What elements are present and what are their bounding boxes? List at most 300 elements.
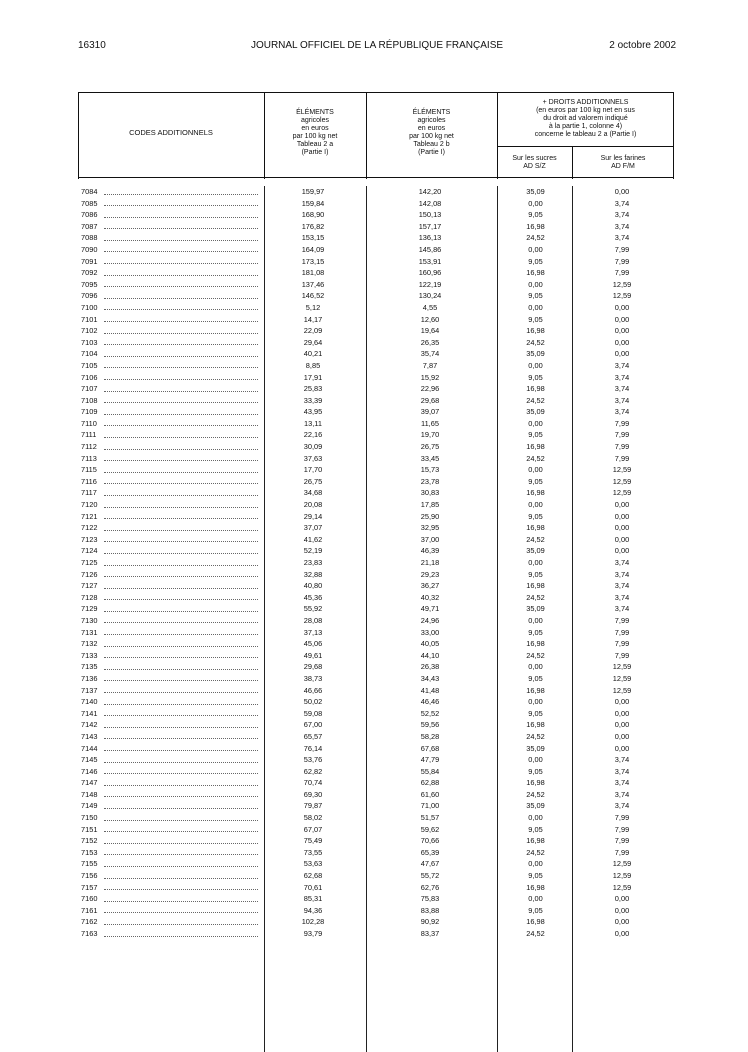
dot-leader [104, 472, 258, 473]
code-cell: 7087 [81, 221, 98, 231]
sucres-cell: 0,00 [528, 198, 543, 208]
code-cell: 7105 [81, 360, 98, 370]
table-row [78, 870, 674, 882]
header-line: AD S/Z [523, 163, 546, 170]
elements-a-cell: 13,11 [304, 418, 322, 428]
sucres-cell: 16,98 [526, 268, 545, 278]
farines-cell: 3,74 [614, 221, 630, 231]
elements-b-cell: 160,96 [418, 268, 442, 278]
code-cell: 7156 [81, 871, 98, 881]
dot-leader [104, 808, 258, 809]
code-cell: 7132 [81, 639, 98, 649]
sucres-cell: 35,09 [526, 604, 545, 614]
table-row [78, 731, 674, 743]
table-row [78, 835, 674, 847]
elements-b-cell: 36,27 [420, 581, 440, 591]
sucres-cell: 35,09 [526, 546, 545, 556]
table-row [78, 650, 674, 662]
farines-cell: 7,99 [614, 813, 630, 823]
issue-date: 2 octobre 2002 [609, 40, 676, 51]
table-row [78, 198, 674, 210]
farines-cell: 7,99 [614, 627, 630, 637]
code-cell: 7157 [81, 882, 98, 892]
code-cell: 7136 [81, 673, 98, 683]
code-cell: 7161 [81, 905, 98, 915]
elements-a-cell: 146,52 [301, 291, 325, 301]
code-cell: 7115 [81, 465, 97, 475]
elements-b-cell: 34,43 [420, 673, 440, 683]
farines-cell: 0,00 [614, 314, 630, 324]
dot-leader [104, 936, 258, 937]
elements-b-cell: 55,72 [420, 871, 440, 881]
code-cell: 7106 [81, 372, 98, 382]
dot-leader [104, 796, 258, 797]
sucres-cell: 16,98 [526, 442, 545, 452]
dot-leader [104, 831, 258, 832]
dot-leader [104, 518, 258, 519]
dot-leader [104, 205, 258, 206]
elements-b-cell: 59,62 [420, 824, 440, 834]
elements-a-cell: 43,95 [303, 407, 323, 417]
elements-b-cell: 70,66 [420, 836, 440, 846]
sucres-cell: 9,05 [528, 511, 543, 521]
farines-cell: 12,59 [612, 673, 632, 683]
dot-leader [104, 646, 258, 647]
dot-leader [104, 391, 258, 392]
elements-a-cell: 52,19 [303, 546, 323, 556]
code-cell: 7110 [81, 418, 97, 428]
elements-b-cell: 122,19 [418, 279, 442, 289]
dot-leader [104, 588, 258, 589]
sucres-cell: 24,52 [526, 534, 545, 544]
header-line: (Partie I) [418, 149, 445, 156]
farines-cell: 3,74 [614, 755, 630, 765]
code-cell: 7140 [81, 697, 98, 707]
dot-leader [104, 437, 258, 438]
sucres-cell: 24,52 [526, 789, 545, 799]
elements-b-cell: 83,88 [420, 905, 440, 915]
page-header [78, 40, 676, 54]
sucres-cell: 16,98 [526, 778, 545, 788]
elements-b-cell: 15,73 [420, 465, 440, 475]
elements-b-cell: 29,68 [420, 395, 440, 405]
code-cell: 7112 [81, 442, 97, 452]
dot-leader [104, 773, 258, 774]
farines-cell: 12,59 [612, 685, 632, 695]
codes-header: CODES ADDITIONNELS [129, 128, 213, 137]
dot-leader [104, 495, 258, 496]
header-line: (Partie I) [301, 149, 329, 156]
farines-cell: 3,74 [614, 233, 630, 243]
dot-leader [104, 599, 258, 600]
farines-cell: 3,74 [614, 592, 630, 602]
elements-a-cell: 65,57 [303, 731, 323, 741]
sucres-cell: 0,00 [528, 697, 543, 707]
code-cell: 7121 [81, 511, 98, 521]
header-line: Sur les sucres [512, 155, 557, 162]
dot-leader [104, 507, 258, 508]
elements-b-cell: 26,38 [420, 662, 440, 672]
farines-cell: 0,00 [614, 500, 630, 510]
dot-leader [104, 460, 258, 461]
code-cell: 7103 [81, 337, 98, 347]
dot-leader [104, 657, 258, 658]
dot-leader [104, 854, 258, 855]
table-row [78, 615, 674, 627]
farines-cell: 7,99 [614, 639, 630, 649]
header-line: Sur les farines [600, 155, 646, 162]
code-cell: 7141 [81, 708, 98, 718]
sucres-cell: 35,09 [526, 187, 545, 196]
sucres-cell: 24,52 [526, 453, 545, 463]
farines-cell: 3,74 [614, 395, 630, 405]
elements-a-cell: 37,13 [303, 627, 323, 637]
header-line: ÉLÉMENTS [296, 109, 334, 116]
table-row [78, 221, 674, 233]
code-cell: 7095 [81, 279, 98, 289]
sucres-cell: 24,52 [526, 847, 545, 857]
code-cell: 7096 [81, 291, 98, 301]
elements-a-cell: 49,61 [303, 650, 323, 660]
table-row [78, 569, 674, 581]
code-cell: 7108 [81, 395, 98, 405]
code-cell: 7142 [81, 720, 98, 730]
elements-b-cell: 19,70 [420, 430, 440, 440]
sucres-cell: 24,52 [526, 731, 545, 741]
sucres-cell: 16,98 [526, 488, 545, 498]
elements-a-cell: 62,82 [303, 766, 323, 776]
elements-a-cell: 17,70 [303, 465, 323, 475]
farines-cell: 0,00 [614, 929, 630, 938]
table-row [78, 812, 674, 824]
elements-a-cell: 25,83 [303, 384, 323, 394]
code-cell: 7127 [81, 581, 98, 591]
elements-a-cell: 20,08 [303, 500, 323, 510]
dot-leader [104, 356, 258, 357]
elements-a-cell: 62,68 [303, 871, 323, 881]
farines-cell: 3,74 [614, 360, 630, 370]
code-cell: 7086 [81, 210, 98, 220]
table-row [78, 302, 674, 314]
table-row [78, 244, 674, 256]
sucres-cell: 24,52 [526, 650, 545, 660]
elements-b-cell: 62,88 [420, 778, 440, 788]
elements-b-cell: 55,84 [420, 766, 440, 776]
sucres-cell: 9,05 [528, 569, 543, 579]
dot-leader [104, 680, 258, 681]
code-cell: 7146 [81, 766, 98, 776]
farines-cell: 3,74 [614, 604, 630, 614]
farines-cell: 7,99 [614, 268, 630, 278]
table-row [78, 696, 674, 708]
elements-a-cell: 70,74 [303, 778, 323, 788]
sucres-cell: 0,00 [528, 418, 543, 428]
dot-leader [104, 785, 258, 786]
elements-b-cell: 51,57 [420, 813, 440, 823]
dot-leader [104, 194, 258, 195]
dot-leader [104, 727, 258, 728]
farines-cell: 3,74 [614, 766, 630, 776]
sucres-cell: 0,00 [528, 360, 543, 370]
code-cell: 7122 [81, 523, 98, 533]
elements-b-cell: 24,96 [420, 615, 440, 625]
dot-leader [104, 286, 258, 287]
sucres-cell: 16,98 [526, 882, 545, 892]
journal-title: JOURNAL OFFICIEL DE LA RÉPUBLIQUE FRANÇAISE [250, 40, 504, 51]
sucres-cell: 0,00 [528, 558, 543, 567]
sucres-cell: 16,98 [526, 384, 545, 394]
elements-b-cell: 19,64 [420, 326, 440, 336]
sucres-cell: 0,00 [528, 662, 543, 672]
code-cell: 7084 [81, 187, 98, 196]
table-row [78, 476, 674, 488]
table-row [78, 314, 674, 326]
dot-leader [104, 425, 258, 426]
sucres-cell: 9,05 [528, 430, 543, 440]
table-row [78, 395, 674, 407]
sucres-cell: 0,00 [528, 894, 543, 904]
table-row [78, 186, 674, 198]
elements-b-cell: 153,91 [418, 256, 442, 266]
sucres-cell: 9,05 [528, 476, 543, 486]
elements-b-cell: 17,85 [420, 500, 440, 510]
table-row [78, 905, 674, 917]
farines-cell: 7,99 [614, 418, 630, 428]
table-row [78, 777, 674, 789]
table-row [78, 441, 674, 453]
table-row [78, 209, 674, 221]
code-cell: 7162 [81, 917, 98, 927]
code-cell: 7163 [81, 929, 98, 938]
code-cell: 7090 [81, 244, 98, 254]
sucres-cell: 9,05 [528, 210, 543, 220]
elements-a-cell: 59,08 [303, 708, 323, 718]
sucres-cell: 0,00 [528, 859, 543, 869]
elements-a-cell: 69,30 [303, 789, 323, 799]
elements-a-cell: 181,08 [301, 268, 325, 278]
farines-cell: 0,00 [614, 546, 630, 556]
dot-leader [104, 634, 258, 635]
elements-a-cell: 14,17 [303, 314, 323, 324]
table-row [78, 534, 674, 546]
elements-a-cell: 22,16 [303, 430, 323, 440]
elements-a-cell: 55,92 [303, 604, 323, 614]
dot-leader [104, 298, 258, 299]
dot-leader [104, 820, 258, 821]
table-row [78, 766, 674, 778]
elements-b-cell: 61,60 [420, 789, 440, 799]
farines-cell: 3,74 [614, 789, 630, 799]
farines-cell: 7,99 [614, 836, 630, 846]
table-row [78, 661, 674, 673]
farines-cell: 0,00 [614, 511, 630, 521]
dot-leader [104, 379, 258, 380]
elements-b-cell: 52,52 [420, 708, 440, 718]
table-row [78, 267, 674, 279]
elements-b-cell: 47,79 [420, 755, 440, 765]
table-row [78, 592, 674, 604]
table-row [78, 754, 674, 766]
code-cell: 7143 [81, 731, 98, 741]
elements-b-cell: 58,28 [420, 731, 440, 741]
table-row [78, 708, 674, 720]
table-row [78, 580, 674, 592]
header-line: en euros [417, 125, 446, 132]
dot-leader [104, 344, 258, 345]
sucres-cell: 35,09 [526, 743, 545, 753]
farines-cell: 3,74 [614, 558, 630, 567]
sucres-cell: 16,98 [526, 221, 545, 231]
dot-leader [104, 414, 258, 415]
elements-a-cell: 8,85 [305, 360, 321, 370]
code-cell: 7113 [81, 453, 97, 463]
table-row [78, 685, 674, 697]
dot-leader [104, 901, 258, 902]
farines-cell: 7,99 [614, 430, 630, 440]
elements-a-cell: 38,73 [303, 673, 323, 683]
dot-leader [104, 402, 258, 403]
elements-b-cell: 22,96 [420, 384, 440, 394]
elements-b-cell: 37,00 [420, 534, 440, 544]
code-cell: 7151 [81, 824, 98, 834]
table-row [78, 487, 674, 499]
elements-a-cell: 37,07 [303, 523, 323, 533]
elements-b-cell: 40,32 [420, 592, 440, 602]
dot-leader [104, 912, 258, 913]
code-cell: 7117 [81, 488, 97, 498]
sucres-cell: 24,52 [526, 592, 545, 602]
farines-cell: 0,00 [614, 326, 630, 336]
dot-leader [104, 565, 258, 566]
table-row [78, 522, 674, 534]
sucres-cell: 9,05 [528, 627, 543, 637]
sucres-cell: 0,00 [528, 755, 543, 765]
elements-a-cell: 5,12 [305, 302, 321, 312]
sucres-cell: 0,00 [528, 465, 543, 475]
farines-cell: 12,59 [612, 488, 632, 498]
elements-b-cell: 4,55 [422, 302, 438, 312]
code-cell: 7147 [81, 778, 98, 788]
sucres-cell: 16,98 [526, 523, 545, 533]
elements-a-cell: 70,61 [303, 882, 323, 892]
sucres-cell: 35,09 [526, 407, 545, 417]
elements-a-cell: 50,02 [303, 697, 323, 707]
elements-a-cell: 45,06 [303, 639, 323, 649]
sucres-cell: 9,05 [528, 766, 543, 776]
dot-leader [104, 530, 258, 531]
table-body [78, 186, 674, 940]
elements-a-cell: 173,15 [301, 256, 325, 266]
sucres-cell: 9,05 [528, 314, 543, 324]
farines-cell: 0,00 [614, 905, 630, 915]
header-line: agricoles [300, 117, 329, 124]
dot-leader [104, 611, 258, 612]
code-cell: 7150 [81, 813, 98, 823]
farines-cell: 0,00 [614, 708, 630, 718]
sucres-cell: 16,98 [526, 720, 545, 730]
farines-cell: 7,99 [614, 244, 630, 254]
elements-b-cell: 11,65 [421, 418, 439, 428]
header-line: concerne le tableau 2 a (Partie I) [534, 131, 637, 138]
code-cell: 7104 [81, 349, 98, 359]
elements-a-cell: 45,36 [303, 592, 323, 602]
elements-b-cell: 83,37 [420, 929, 440, 938]
elements-b-cell: 62,76 [420, 882, 440, 892]
elements-b-cell: 26,35 [420, 337, 440, 347]
code-cell: 7131 [81, 627, 98, 637]
elements-b-cell: 142,20 [418, 187, 442, 196]
elements-b-cell: 46,39 [420, 546, 440, 556]
farines-cell: 3,74 [614, 581, 630, 591]
code-cell: 7135 [81, 662, 98, 672]
dot-leader [104, 483, 258, 484]
farines-cell: 7,99 [614, 824, 630, 834]
code-cell: 7124 [81, 546, 98, 556]
table-row [78, 800, 674, 812]
table-row [78, 429, 674, 441]
elements-a-cell: 164,09 [301, 244, 325, 254]
code-cell: 7153 [81, 847, 98, 857]
elements-b-cell: 90,92 [420, 917, 440, 927]
header-line: du droit ad valorem indiqué [543, 115, 628, 122]
farines-cell: 7,99 [614, 615, 630, 625]
droits-header [497, 99, 674, 139]
elements-a-cell: 137,46 [301, 279, 325, 289]
farines-cell: 7,99 [614, 453, 630, 463]
farines-cell: 7,99 [614, 847, 630, 857]
elements-b-cell: 29,23 [420, 569, 440, 579]
dot-leader [104, 449, 258, 450]
dot-leader [104, 843, 258, 844]
table-row [78, 256, 674, 268]
sucres-cell: 24,52 [526, 233, 545, 243]
table-row [78, 464, 674, 476]
elements-a-cell: 67,07 [303, 824, 323, 834]
sucres-cell: 9,05 [528, 256, 543, 266]
page-number: 16310 [78, 40, 106, 51]
elements-b-cell: 130,24 [418, 291, 442, 301]
table-row [78, 719, 674, 731]
elements-a-cell: 17,91 [303, 372, 323, 382]
code-cell: 7148 [81, 789, 98, 799]
elements-b-cell: 33,00 [420, 627, 440, 637]
elements-a-cell: 94,36 [303, 905, 323, 915]
elements-a-cell: 40,21 [303, 349, 323, 359]
table-row [78, 511, 674, 523]
elements-b-cell: 142,08 [418, 198, 442, 208]
sucres-cell: 0,00 [528, 615, 543, 625]
elements-a-cell: 93,79 [303, 929, 323, 938]
elements-a-cell: 153,15 [301, 233, 325, 243]
elements-b-cell: 136,13 [418, 233, 442, 243]
elements-b-cell: 30,83 [420, 488, 440, 498]
code-cell: 7092 [81, 268, 98, 278]
code-cell: 7102 [81, 326, 98, 336]
elements-a-cell: 58,02 [303, 813, 323, 823]
farines-cell: 3,74 [614, 801, 630, 811]
elements-a-cell: 34,68 [303, 488, 323, 498]
code-cell: 7144 [81, 743, 98, 753]
sucres-cell: 9,05 [528, 871, 543, 881]
farines-cell: 12,59 [612, 291, 632, 301]
dot-leader [104, 275, 258, 276]
farines-cell: 3,74 [614, 384, 630, 394]
dot-leader [104, 251, 258, 252]
farines-cell: 0,00 [614, 697, 630, 707]
elements-a-cell: 30,09 [303, 442, 323, 452]
elements-b-cell: 7,87 [422, 360, 438, 370]
table-row [78, 418, 674, 430]
